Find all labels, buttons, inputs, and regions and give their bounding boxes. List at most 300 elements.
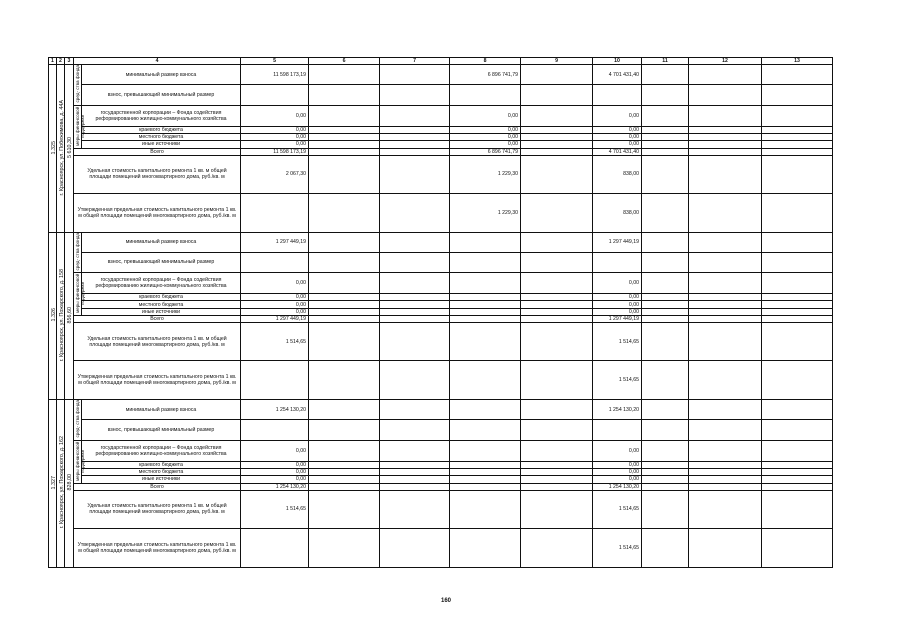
cell-col-6: [309, 323, 380, 361]
cell-col-8: [450, 323, 521, 361]
cell-col-8: [450, 301, 521, 308]
cell-col-12: [689, 65, 762, 85]
cell-col-5: 0,00: [241, 440, 309, 461]
cell-col-10: 0,00: [593, 105, 642, 126]
cell-col-6: [309, 528, 380, 567]
cell-col-10: 1 514,65: [593, 323, 642, 361]
row-label-total: Всего: [74, 148, 241, 155]
table-row: [49, 273, 833, 294]
cell-col-13: [762, 294, 833, 301]
column-header: 1: [49, 58, 57, 65]
object-address-text: г. Красноярск, ул. Пожарского, д. 158: [59, 268, 65, 361]
cell-col-13: [762, 155, 833, 193]
cell-col-7: [380, 308, 450, 315]
cell-col-8: [450, 294, 521, 301]
column-header: 7: [380, 58, 450, 65]
cell-col-13: [762, 528, 833, 567]
cell-col-13: [762, 476, 833, 483]
cell-col-7: [380, 420, 450, 440]
cell-col-13: [762, 141, 833, 148]
cell-col-13: [762, 85, 833, 105]
table-row: [49, 193, 833, 232]
table-row: [49, 148, 833, 155]
cell-col-5: 0,00: [241, 476, 309, 483]
cell-col-9: [521, 105, 593, 126]
cell-col-12: [689, 148, 762, 155]
cell-col-12: [689, 141, 762, 148]
cell-col-11: [642, 141, 689, 148]
support-measures-group: [74, 105, 85, 148]
table-row: [49, 323, 833, 361]
cell-col-9: [521, 65, 593, 85]
cell-col-6: [309, 468, 380, 475]
cell-col-5: [241, 528, 309, 567]
cell-col-11: [642, 490, 689, 528]
column-header: 5: [241, 58, 309, 65]
table-row: [49, 252, 833, 272]
cell-col-9: [521, 141, 593, 148]
cell-col-6: [309, 126, 380, 133]
row-label-over-contribution: взнос, превышающий минимальный размер: [82, 420, 241, 440]
cell-col-9: [521, 528, 593, 567]
cell-col-13: [762, 420, 833, 440]
cell-col-7: [380, 273, 450, 294]
cell-col-12: [689, 316, 762, 323]
cell-col-12: [689, 420, 762, 440]
cell-col-11: [642, 400, 689, 420]
cell-col-6: [309, 483, 380, 490]
cell-col-13: [762, 316, 833, 323]
cell-col-9: [521, 468, 593, 475]
cell-col-7: [380, 476, 450, 483]
cell-col-5: 1 254 130,20: [241, 483, 309, 490]
cell-col-8: [450, 528, 521, 567]
cell-col-10: 0,00: [593, 273, 642, 294]
row-label-over-contribution: взнос, превышающий минимальный размер: [82, 252, 241, 272]
cell-col-8: [450, 316, 521, 323]
cell-col-7: [380, 528, 450, 567]
cell-col-8: [450, 420, 521, 440]
cell-col-12: [689, 461, 762, 468]
cell-col-6: [309, 155, 380, 193]
cell-col-10: 838,00: [593, 193, 642, 232]
table-row: [49, 461, 833, 468]
cell-col-13: [762, 193, 833, 232]
cell-col-12: [689, 85, 762, 105]
cell-col-5: 0,00: [241, 273, 309, 294]
cell-col-6: [309, 252, 380, 272]
table-row: [49, 65, 833, 85]
fund-means-group-text: сред- ства фонда: [75, 232, 80, 271]
cell-col-12: [689, 273, 762, 294]
cell-col-5: 1 297 449,19: [241, 316, 309, 323]
cell-col-12: [689, 440, 762, 461]
cell-col-6: [309, 141, 380, 148]
cell-col-9: [521, 232, 593, 252]
cell-col-9: [521, 400, 593, 420]
cell-col-8: 1 229,30: [450, 193, 521, 232]
row-label-kraev: краевого бюджета: [82, 294, 241, 301]
row-label-min-contribution: минимальный размер взноса: [82, 232, 241, 252]
object-address: [57, 232, 65, 400]
support-measures-group-text: меры финансовой поддержки: [75, 273, 85, 313]
object-address: [57, 65, 65, 233]
cell-col-10: 0,00: [593, 141, 642, 148]
cell-col-7: [380, 461, 450, 468]
column-header: 11: [642, 58, 689, 65]
cell-col-8: [450, 440, 521, 461]
cell-col-7: [380, 133, 450, 140]
column-header: 8: [450, 58, 521, 65]
column-header: 2: [57, 58, 65, 65]
cell-col-5: [241, 193, 309, 232]
cell-col-6: [309, 232, 380, 252]
cell-col-12: [689, 294, 762, 301]
cell-col-13: [762, 252, 833, 272]
cell-col-8: 6 896 741,79: [450, 148, 521, 155]
cell-col-6: [309, 65, 380, 85]
cell-col-12: [689, 126, 762, 133]
cell-col-9: [521, 316, 593, 323]
cell-col-7: [380, 126, 450, 133]
cell-col-8: [450, 232, 521, 252]
cell-col-9: [521, 490, 593, 528]
cell-col-9: [521, 420, 593, 440]
fund-means-group: [74, 65, 82, 106]
cell-col-6: [309, 476, 380, 483]
cell-col-10: 0,00: [593, 133, 642, 140]
cell-col-6: [309, 273, 380, 294]
support-measures-group: [74, 273, 85, 316]
cell-col-5: 1 514,65: [241, 490, 309, 528]
cell-col-10: 1 254 130,20: [593, 400, 642, 420]
cell-col-7: [380, 294, 450, 301]
object-number-text: 1.326: [51, 308, 57, 322]
cell-col-7: [380, 148, 450, 155]
cell-col-13: [762, 133, 833, 140]
cell-col-9: [521, 323, 593, 361]
cell-col-5: 11 598 173,19: [241, 148, 309, 155]
cell-col-7: [380, 252, 450, 272]
cell-col-7: [380, 65, 450, 85]
cell-col-11: [642, 252, 689, 272]
table-row: [49, 85, 833, 105]
cell-col-12: [689, 155, 762, 193]
cell-col-7: [380, 141, 450, 148]
cell-col-5: 0,00: [241, 468, 309, 475]
cell-col-8: [450, 361, 521, 400]
cell-col-5: 0,00: [241, 105, 309, 126]
cell-col-12: [689, 490, 762, 528]
cell-col-6: [309, 440, 380, 461]
table-row: [49, 440, 833, 461]
cell-col-12: [689, 105, 762, 126]
cell-col-5: 0,00: [241, 126, 309, 133]
object-address-text: г. Красноярск, ул. Побежимова, д. 44А: [59, 99, 65, 195]
cell-col-8: [450, 85, 521, 105]
cell-col-9: [521, 483, 593, 490]
cell-col-11: [642, 148, 689, 155]
cell-col-11: [642, 294, 689, 301]
cell-col-6: [309, 193, 380, 232]
table-row: [49, 483, 833, 490]
cell-col-13: [762, 232, 833, 252]
row-label-mestn: местного бюджета: [82, 468, 241, 475]
cell-col-10: 0,00: [593, 476, 642, 483]
fund-means-group: [74, 232, 82, 273]
column-header: 6: [309, 58, 380, 65]
cell-col-9: [521, 85, 593, 105]
cell-col-5: 1 514,65: [241, 323, 309, 361]
cell-col-8: [450, 308, 521, 315]
table-row: [49, 400, 833, 420]
cell-col-6: [309, 490, 380, 528]
cell-col-12: [689, 468, 762, 475]
cell-col-13: [762, 273, 833, 294]
cell-col-12: [689, 361, 762, 400]
cell-col-11: [642, 420, 689, 440]
cell-col-6: [309, 461, 380, 468]
cell-col-8: [450, 483, 521, 490]
cell-col-5: [241, 85, 309, 105]
object-area: [65, 232, 74, 400]
cell-col-12: [689, 133, 762, 140]
cell-col-8: [450, 400, 521, 420]
cell-col-12: [689, 400, 762, 420]
cell-col-11: [642, 528, 689, 567]
cell-col-5: [241, 361, 309, 400]
cell-col-13: [762, 361, 833, 400]
cell-col-10: [593, 85, 642, 105]
object-address: [57, 400, 65, 568]
row-label-utv: Утвержденная предельная стоимость капитального ремонта 1 кв. м общей площади помещений многоквартирного дома, руб./кв. м: [74, 528, 241, 567]
cell-col-5: 0,00: [241, 141, 309, 148]
cell-col-8: 0,00: [450, 141, 521, 148]
cell-col-8: [450, 476, 521, 483]
cell-col-10: [593, 420, 642, 440]
capital-repair-table: [48, 57, 833, 568]
row-label-udel: Удельная стоимость капитального ремонта 1 кв. м общей площади помещений многоквартирного дома, руб./кв. м: [74, 323, 241, 361]
cell-col-8: 0,00: [450, 133, 521, 140]
cell-col-11: [642, 483, 689, 490]
cell-col-9: [521, 155, 593, 193]
cell-col-8: [450, 461, 521, 468]
cell-col-11: [642, 85, 689, 105]
cell-col-10: 0,00: [593, 308, 642, 315]
cell-col-11: [642, 133, 689, 140]
cell-col-7: [380, 400, 450, 420]
object-number: [49, 232, 57, 400]
table-row: [49, 155, 833, 193]
cell-col-13: [762, 400, 833, 420]
cell-col-13: [762, 323, 833, 361]
cell-col-10: 4 701 431,40: [593, 148, 642, 155]
cell-col-11: [642, 468, 689, 475]
column-header: 12: [689, 58, 762, 65]
table-row: [49, 133, 833, 140]
row-label-mestn: местного бюджета: [82, 133, 241, 140]
cell-col-5: 0,00: [241, 294, 309, 301]
cell-col-11: [642, 105, 689, 126]
cell-col-10: 1 297 449,19: [593, 316, 642, 323]
cell-col-10: 1 514,65: [593, 528, 642, 567]
row-label-min-contribution: минимальный размер взноса: [82, 65, 241, 85]
cell-col-13: [762, 126, 833, 133]
cell-col-5: 2 067,30: [241, 155, 309, 193]
column-header: 13: [762, 58, 833, 65]
cell-col-13: [762, 461, 833, 468]
cell-col-7: [380, 490, 450, 528]
column-header: 9: [521, 58, 593, 65]
table-row: [49, 294, 833, 301]
cell-col-9: [521, 294, 593, 301]
cell-col-12: [689, 476, 762, 483]
cell-col-12: [689, 193, 762, 232]
cell-col-5: 0,00: [241, 308, 309, 315]
cell-col-6: [309, 148, 380, 155]
table-row: [49, 476, 833, 483]
cell-col-11: [642, 323, 689, 361]
row-label-mestn: местного бюджета: [82, 301, 241, 308]
row-label-kraev: краевого бюджета: [82, 126, 241, 133]
cell-col-6: [309, 361, 380, 400]
fund-means-group-text: сред- ства фонда: [75, 65, 80, 103]
row-label-total: Всего: [74, 483, 241, 490]
cell-col-6: [309, 316, 380, 323]
cell-col-8: [450, 252, 521, 272]
cell-col-11: [642, 301, 689, 308]
cell-col-10: 4 701 431,40: [593, 65, 642, 85]
support-measures-group-text: меры финансовой поддержки: [75, 105, 85, 146]
cell-col-7: [380, 323, 450, 361]
support-measures-group: [74, 440, 85, 483]
cell-col-6: [309, 105, 380, 126]
cell-col-5: 1 254 130,20: [241, 400, 309, 420]
table-row: [49, 232, 833, 252]
cell-col-13: [762, 65, 833, 85]
cell-col-8: [450, 490, 521, 528]
cell-col-13: [762, 483, 833, 490]
cell-col-10: 1 254 130,20: [593, 483, 642, 490]
row-label-utv: Утвержденная предельная стоимость капитального ремонта 1 кв. м общей площади помещений многоквартирного дома, руб./кв. м: [74, 193, 241, 232]
column-header: 10: [593, 58, 642, 65]
object-number-text: 1.325: [51, 140, 57, 155]
cell-col-9: [521, 252, 593, 272]
cell-col-9: [521, 148, 593, 155]
row-label-udel: Удельная стоимость капитального ремонта 1 кв. м общей площади помещений многоквартирного дома, руб./кв. м: [74, 155, 241, 193]
cell-col-6: [309, 400, 380, 420]
cell-col-12: [689, 483, 762, 490]
cell-col-10: 1 514,65: [593, 361, 642, 400]
cell-col-5: 0,00: [241, 133, 309, 140]
column-header: 3: [65, 58, 74, 65]
object-area-text: 856,60: [67, 306, 73, 324]
cell-col-7: [380, 468, 450, 475]
cell-col-9: [521, 133, 593, 140]
cell-col-9: [521, 193, 593, 232]
cell-col-7: [380, 440, 450, 461]
cell-col-11: [642, 476, 689, 483]
row-label-total: Всего: [74, 316, 241, 323]
cell-col-7: [380, 193, 450, 232]
cell-col-10: 0,00: [593, 461, 642, 468]
cell-col-8: 0,00: [450, 105, 521, 126]
cell-col-6: [309, 301, 380, 308]
cell-col-12: [689, 323, 762, 361]
row-label-udel: Удельная стоимость капитального ремонта 1 кв. м общей площади помещений многоквартирного дома, руб./кв. м: [74, 490, 241, 528]
object-area-text: 828,00: [67, 474, 73, 491]
column-header: 4: [74, 58, 241, 65]
cell-col-12: [689, 232, 762, 252]
cell-col-13: [762, 490, 833, 528]
cell-col-6: [309, 133, 380, 140]
cell-col-12: [689, 308, 762, 315]
cell-col-10: [593, 252, 642, 272]
page-number: 160: [441, 598, 452, 604]
table-row: [49, 468, 833, 475]
row-label-inye: иные источники: [82, 141, 241, 148]
cell-col-5: [241, 420, 309, 440]
cell-col-10: 838,00: [593, 155, 642, 193]
object-address-text: г. Красноярск, ул. Пожарского, д. 162: [59, 436, 65, 529]
object-area: [65, 65, 74, 233]
cell-col-9: [521, 461, 593, 468]
cell-col-11: [642, 440, 689, 461]
table-row: [49, 301, 833, 308]
cell-col-7: [380, 301, 450, 308]
cell-col-11: [642, 193, 689, 232]
cell-col-11: [642, 232, 689, 252]
cell-col-5: 0,00: [241, 461, 309, 468]
object-number-text: 1.327: [51, 475, 57, 490]
cell-col-7: [380, 232, 450, 252]
cell-col-12: [689, 301, 762, 308]
row-label-utv: Утвержденная предельная стоимость капитального ремонта 1 кв. м общей площади помещений многоквартирного дома, руб./кв. м: [74, 361, 241, 400]
table-row: [49, 105, 833, 126]
cell-col-6: [309, 420, 380, 440]
table-row: [49, 126, 833, 133]
cell-col-10: 0,00: [593, 126, 642, 133]
cell-col-7: [380, 361, 450, 400]
cell-col-13: [762, 301, 833, 308]
cell-col-6: [309, 308, 380, 315]
cell-col-12: [689, 528, 762, 567]
cell-col-10: 0,00: [593, 440, 642, 461]
cell-col-11: [642, 155, 689, 193]
cell-col-5: [241, 252, 309, 272]
cell-col-11: [642, 316, 689, 323]
cell-col-7: [380, 483, 450, 490]
cell-col-11: [642, 65, 689, 85]
object-number: [49, 65, 57, 233]
cell-col-11: [642, 273, 689, 294]
cell-col-10: 0,00: [593, 468, 642, 475]
cell-col-8: [450, 468, 521, 475]
row-label-kraev: краевого бюджета: [82, 461, 241, 468]
cell-col-10: 0,00: [593, 294, 642, 301]
cell-col-9: [521, 273, 593, 294]
fund-means-group-text: сред- ства фонда: [75, 400, 80, 438]
cell-col-5: 11 598 173,19: [241, 65, 309, 85]
cell-col-8: 6 896 741,79: [450, 65, 521, 85]
cell-col-10: 1 514,65: [593, 490, 642, 528]
cell-col-9: [521, 301, 593, 308]
cell-col-13: [762, 308, 833, 315]
cell-col-8: 1 229,30: [450, 155, 521, 193]
cell-col-11: [642, 126, 689, 133]
fund-means-group: [74, 400, 82, 441]
row-label-over-contribution: взнос, превышающий минимальный размер: [82, 85, 241, 105]
